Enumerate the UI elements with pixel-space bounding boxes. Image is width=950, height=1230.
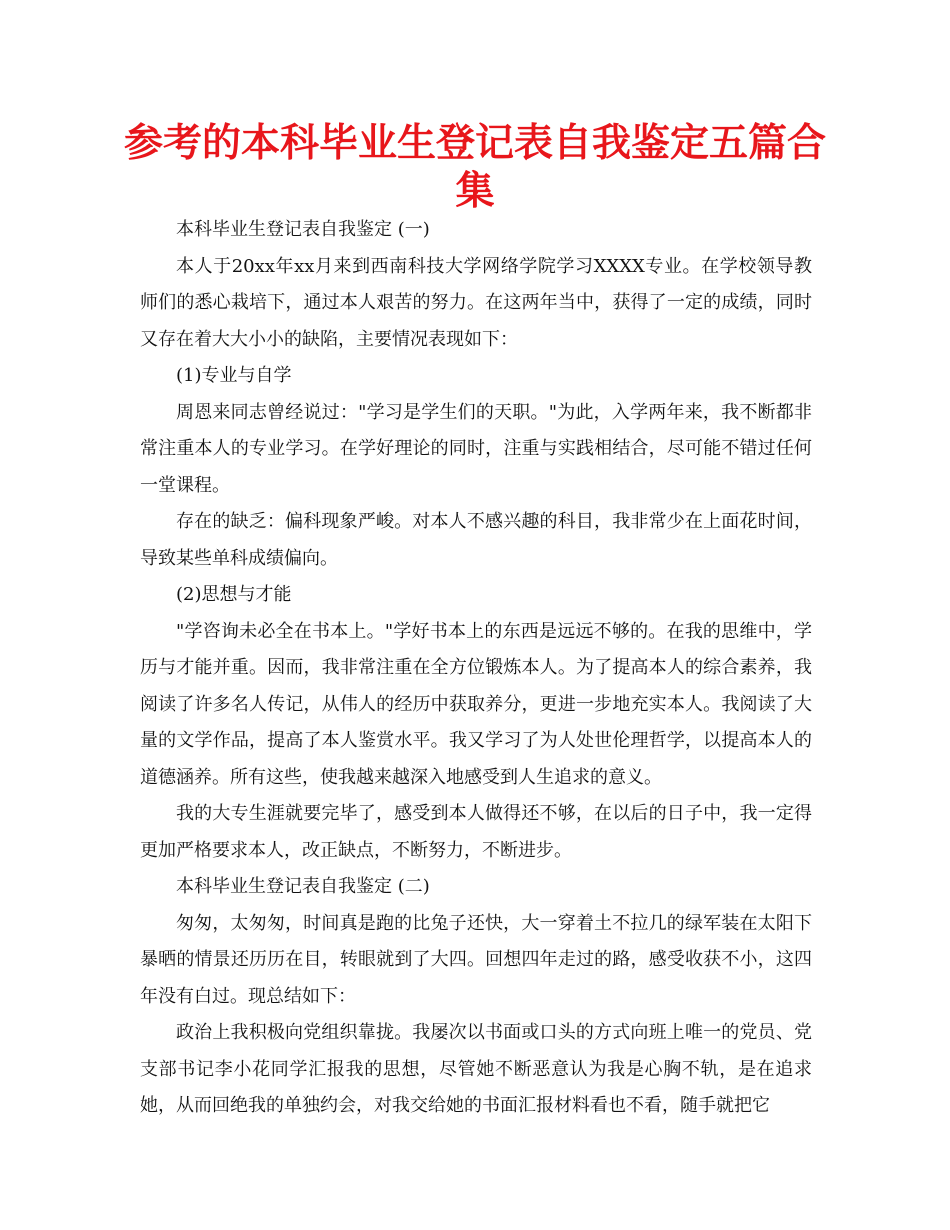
document-body [140, 212, 812, 1125]
subheading-major-study: (1)专业与自学 [176, 365, 292, 386]
section-heading-2: 本科毕业生登记表自我鉴定 (二) [176, 876, 430, 897]
paragraph: 存在的缺乏：偏科现象严峻。对本人不感兴趣的科目，我非常少在上面花时间，导致某些单科成绩偏向。 [140, 511, 812, 569]
section-heading-1: 本科毕业生登记表自我鉴定 (一) [176, 219, 430, 240]
paragraph: 周恩来同志曾经说过："学习是学生们的天职。"为此，入学两年来，我不断都非常注重本人的专业学习。在学好理论的同时，注重与实践相结合，尽可能不错过任何一堂课程。 [140, 401, 812, 496]
paragraph: "学咨询未必全在书本上。"学好书本上的东西是远远不够的。在我的思维中，学历与才能并重。因而，我非常注重在全方位锻炼本人。为了提高本人的综合素养，我阅读了许多名人传记，从伟人的经历中获取养分，更进一步地充实本人。我阅读了大量的文学作品，提高了本人鉴赏水平。我又学习了为人处世伦理哲学，以提高本人的道德涵养。所有这些，使我越来越深入地感受到人生追求的意义。 [140, 620, 812, 788]
paragraph: 匆匆，太匆匆，时间真是跑的比兔子还快，大一穿着土不拉几的绿军装在太阳下暴晒的情景还历历在目，转眼就到了大四。回想四年走过的路，感受收获不小，这四年没有白过。现总结如下： [140, 912, 812, 1007]
subheading-thought-ability: (2)思想与才能 [176, 584, 292, 605]
paragraph: 我的大专生涯就要完毕了，感受到本人做得还不够，在以后的日子中，我一定得更加严格要求本人，改正缺点，不断努力，不断进步。 [140, 803, 812, 861]
paragraph: 政治上我积极向党组织靠拢。我屡次以书面或口头的方式向班上唯一的党员、党支部书记李小花同学汇报我的思想，尽管她不断恶意认为我是心胸不轨，是在追求她，从而回绝我的单独约会，对我交给她的书面汇报材料看也不看，随手就把它 [140, 1022, 812, 1116]
document-title: 参考的本科毕业生登记表自我鉴定五篇合集 [123, 121, 826, 214]
paragraph: 本人于20xx年xx月来到西南科技大学网络学院学习XXXX专业。在学校领导教师们的悉心栽培下，通过本人艰苦的努力。在这两年当中，获得了一定的成绩，同时又存在着大大小小的缺陷，主要情况表现如下： [140, 255, 812, 350]
